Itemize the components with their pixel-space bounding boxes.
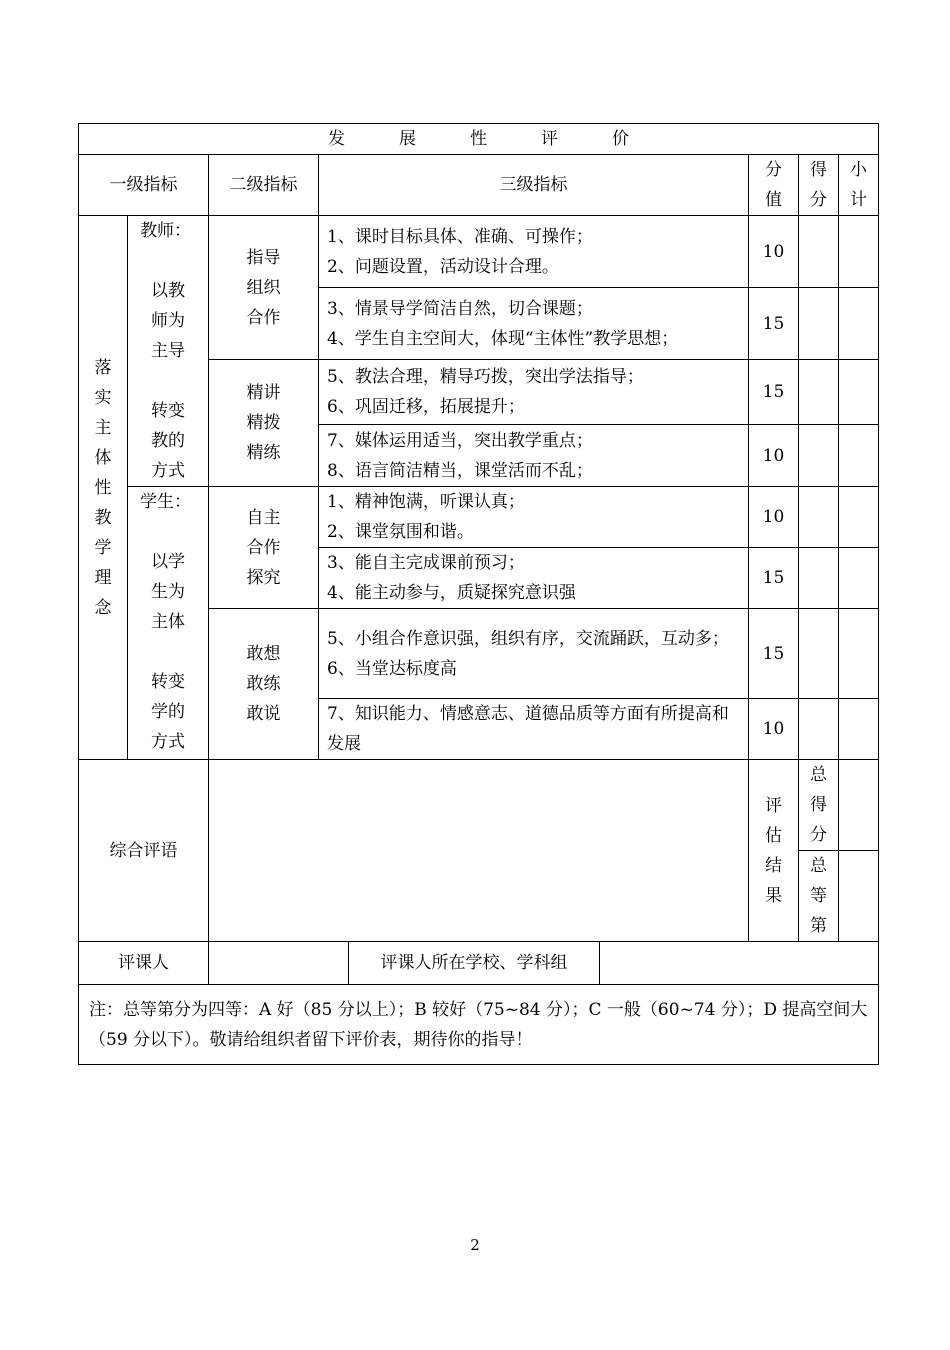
evaluation-table: [78, 123, 879, 1065]
total-grade-input[interactable]: [839, 851, 879, 942]
subtotal-input[interactable]: [839, 609, 879, 699]
item-score: 10: [749, 699, 799, 760]
reviewer-school-cell: [349, 942, 879, 985]
subtotal-input[interactable]: [839, 425, 879, 487]
subtotal-input[interactable]: [839, 699, 879, 760]
item-score: 15: [749, 360, 799, 425]
item-score: 15: [749, 288, 799, 360]
score-input[interactable]: [799, 216, 839, 288]
subtotal-input[interactable]: [839, 288, 879, 360]
reviewer-label: 评课人: [79, 942, 209, 985]
teacher-label: 教师：: [140, 221, 191, 241]
group-dare: 敢想 敢练 敢说: [209, 609, 319, 760]
item-row: 1、精神饱满，听课认真； 2、课堂氛围和谐。: [319, 487, 749, 548]
footnote: 注：总等第分为四等：A 好（85 分以上）；B 较好（75~84 分）；C 一般（60~74 分）；D 提高空间大（59 分以下）。敬请给组织者留下评价表，期待你的指导！: [79, 985, 879, 1065]
item-row: 3、情景导学简洁自然，切合课题； 4、学生自主空间大，体现“主体性”教学思想；: [319, 288, 749, 360]
item-score: 15: [749, 548, 799, 609]
subtotal-input[interactable]: [839, 216, 879, 288]
reviewer-school-label: 评课人所在学校、学科组: [349, 942, 600, 984]
comment-label: 综合评语: [79, 760, 209, 942]
header-level3: 三级指标: [319, 155, 749, 216]
teacher-cell: 教师： 以教 师为 主导 转变 教的 方式: [128, 216, 209, 487]
subtotal-input[interactable]: [839, 548, 879, 609]
total-grade-label: 总 等 第: [799, 851, 839, 942]
score-input[interactable]: [799, 609, 839, 699]
subtotal-input[interactable]: [839, 360, 879, 425]
comment-input[interactable]: [209, 760, 749, 942]
reviewer-school-input[interactable]: [600, 942, 878, 984]
score-input[interactable]: [799, 699, 839, 760]
total-score-label: 总 得 分: [799, 760, 839, 851]
student-cell: 学生： 以学 生为 主体 转变 学的 方式: [128, 487, 209, 760]
score-input[interactable]: [799, 288, 839, 360]
item-score: 10: [749, 216, 799, 288]
reviewer-input[interactable]: [209, 942, 349, 985]
group-autonomy: 自主 合作 探究: [209, 487, 319, 609]
item-row: 7、媒体运用适当，突出教学重点； 8、语言简洁精当，课堂活而不乱；: [319, 425, 749, 487]
header-score-got: 得 分: [799, 155, 839, 216]
header-score-value: 分 值: [749, 155, 799, 216]
score-input[interactable]: [799, 487, 839, 548]
total-score-input[interactable]: [839, 760, 879, 851]
student-label: 学生：: [140, 492, 191, 512]
page-number: 2: [470, 1236, 480, 1254]
item-row: 3、能自主完成课前预习； 4、能主动参与，质疑探究意识强: [319, 548, 749, 609]
score-input[interactable]: [799, 425, 839, 487]
header-subtotal: 小 计: [839, 155, 879, 216]
header-level1: 一级指标: [79, 155, 209, 216]
header-level2: 二级指标: [209, 155, 319, 216]
result-label: 评 估 结 果: [749, 760, 799, 942]
score-input[interactable]: [799, 360, 839, 425]
category-label: 落 实 主 体 性 教 学 理 念: [79, 216, 128, 760]
score-input[interactable]: [799, 548, 839, 609]
item-score: 15: [749, 609, 799, 699]
item-row: 7、知识能力、情感意志、道德品质等方面有所提高和发展: [319, 699, 749, 760]
group-precise: 精讲 精拨 精练: [209, 360, 319, 487]
item-score: 10: [749, 425, 799, 487]
table-title: 发 展 性 评 价: [79, 124, 879, 155]
item-row: 5、小组合作意识强，组织有序，交流踊跃，互动多； 6、当堂达标度高: [319, 609, 749, 699]
item-row: 1、课时目标具体、准确、可操作； 2、问题设置，活动设计合理。: [319, 216, 749, 288]
group-guide: 指导 组织 合作: [209, 216, 319, 360]
item-score: 10: [749, 487, 799, 548]
subtotal-input[interactable]: [839, 487, 879, 548]
item-row: 5、教法合理，精导巧拨，突出学法指导； 6、巩固迁移，拓展提升；: [319, 360, 749, 425]
